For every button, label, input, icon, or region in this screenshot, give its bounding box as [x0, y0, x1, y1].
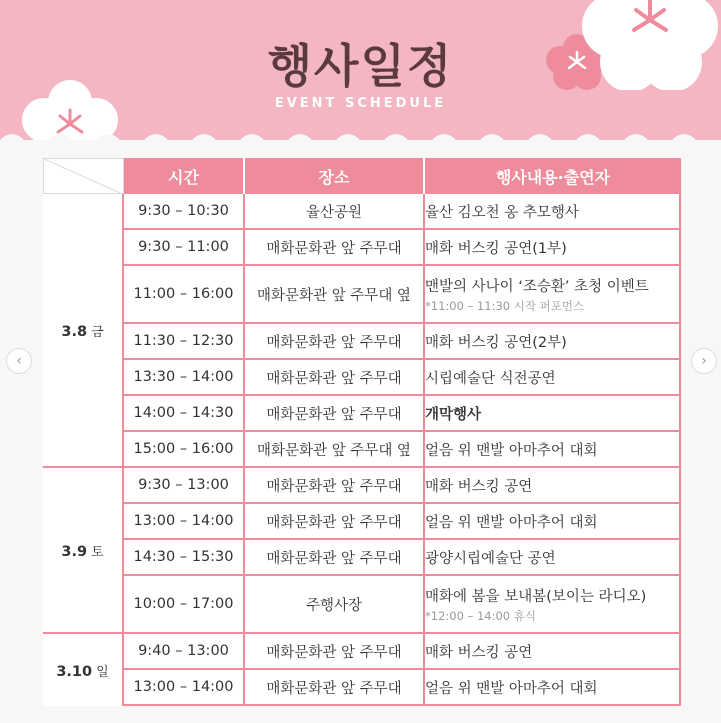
column-header-place: 장소: [245, 158, 425, 194]
place-cell: 매화문화관 앞 주무대 옆: [245, 266, 425, 324]
event-cell: 율산 김오천 옹 추모행사: [425, 194, 681, 230]
event-note: *12:00 – 14:00 휴식: [425, 608, 536, 623]
time-cell: 10:00 – 17:00: [124, 576, 245, 634]
date-label: 3.10: [56, 663, 93, 680]
schedule-table: [43, 158, 681, 706]
table-corner: [43, 158, 124, 194]
place-cell: 매화문화관 앞 주무대 옆: [245, 432, 425, 468]
weekday-label: 일: [96, 664, 109, 680]
weekday-label: 금: [91, 324, 104, 340]
table-row: [43, 396, 681, 432]
time-cell: 13:30 – 14:00: [124, 360, 245, 396]
place-cell: 매화문화관 앞 주무대: [245, 634, 425, 670]
date-label: 3.9: [61, 543, 88, 560]
table-row: [43, 468, 681, 504]
table-row: [43, 194, 681, 230]
table-row: [43, 576, 681, 634]
table-row: [43, 230, 681, 266]
event-cell: 얼음 위 맨발 아마추어 대회: [425, 432, 681, 468]
table-row: [43, 266, 681, 324]
event-cell: 매화 버스킹 공연: [425, 468, 681, 504]
time-cell: 13:00 – 14:00: [124, 670, 245, 706]
date-cell: [43, 468, 124, 634]
time-cell: 9:30 – 10:30: [124, 194, 245, 230]
table-row: [43, 432, 681, 468]
page-subtitle: EVENT SCHEDULE: [274, 96, 447, 111]
table-row: [43, 540, 681, 576]
date-label: 3.8: [61, 323, 88, 340]
place-cell: 매화문화관 앞 주무대: [245, 468, 425, 504]
column-header-time: 시간: [124, 158, 245, 194]
event-cell: 얼음 위 맨발 아마추어 대회: [425, 670, 681, 706]
time-cell: 13:00 – 14:00: [124, 504, 245, 540]
chevron-right-icon[interactable]: ›: [691, 348, 717, 374]
page-title: 행사일정: [267, 39, 454, 93]
diagonal-line: [44, 159, 124, 194]
event-cell: [425, 576, 681, 634]
table-row: [43, 324, 681, 360]
column-header-event: 행사내용·출연자: [425, 158, 681, 194]
place-cell: 매화문화관 앞 주무대: [245, 396, 425, 432]
event-text: 맨발의 사나이 ‘조승환’ 초청 이벤트: [425, 278, 649, 295]
table-row: [43, 360, 681, 396]
event-cell: [425, 266, 681, 324]
place-cell: 매화문화관 앞 주무대: [245, 670, 425, 706]
table-header-row: [43, 158, 681, 194]
event-cell: 개막행사: [425, 396, 681, 432]
time-cell: 11:30 – 12:30: [124, 324, 245, 360]
event-cell: 매화 버스킹 공연: [425, 634, 681, 670]
table-row: [43, 634, 681, 670]
event-cell: 매화 버스킹 공연(2부): [425, 324, 681, 360]
event-cell: 얼음 위 맨발 아마추어 대회: [425, 504, 681, 540]
time-cell: 9:30 – 13:00: [124, 468, 245, 504]
event-cell: 매화 버스킹 공연(1부): [425, 230, 681, 266]
place-cell: 매화문화관 앞 주무대: [245, 504, 425, 540]
place-cell: 주행사장: [245, 576, 425, 634]
place-cell: 매화문화관 앞 주무대: [245, 324, 425, 360]
weekday-label: 토: [91, 544, 104, 560]
event-note: *11:00 – 11:30 시작 퍼포먼스: [425, 298, 585, 313]
place-cell: 율산공원: [245, 194, 425, 230]
event-text: 매화에 봄을 보내봄(보이는 라디오): [425, 588, 647, 605]
time-cell: 11:00 – 16:00: [124, 266, 245, 324]
time-cell: 15:00 – 16:00: [124, 432, 245, 468]
place-cell: 매화문화관 앞 주무대: [245, 230, 425, 266]
date-cell: [43, 634, 124, 706]
date-cell: [43, 194, 124, 468]
table-row: [43, 670, 681, 706]
chevron-left-icon[interactable]: ‹: [6, 348, 32, 374]
time-cell: 9:30 – 11:00: [124, 230, 245, 266]
event-cell: 시립예술단 식전공연: [425, 360, 681, 396]
place-cell: 매화문화관 앞 주무대: [245, 360, 425, 396]
table-row: [43, 504, 681, 540]
event-cell: 광양시립예술단 공연: [425, 540, 681, 576]
time-cell: 14:30 – 15:30: [124, 540, 245, 576]
place-cell: 매화문화관 앞 주무대: [245, 540, 425, 576]
time-cell: 9:40 – 13:00: [124, 634, 245, 670]
time-cell: 14:00 – 14:30: [124, 396, 245, 432]
